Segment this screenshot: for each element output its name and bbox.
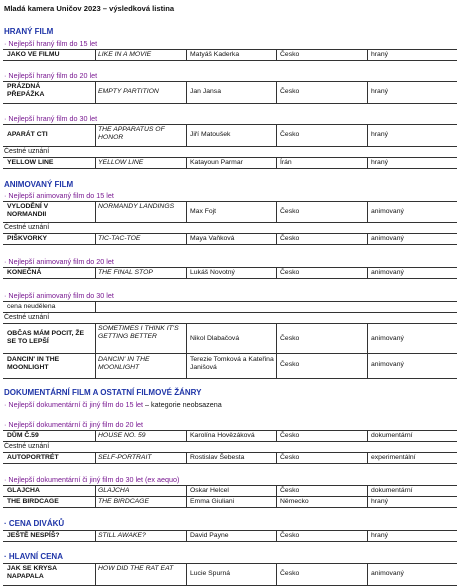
author: Oskar Helcel bbox=[190, 487, 229, 494]
category-label: Nejlepší dokumentární či jiný film do 20 let bbox=[8, 420, 144, 429]
author: Lucie Spurná bbox=[190, 570, 231, 577]
genre: hraný bbox=[371, 51, 389, 58]
title-cz: JEŠTĚ NESPÍŠ? bbox=[7, 532, 60, 539]
award-not-given: cena neudělena bbox=[7, 303, 56, 310]
title-en: HOW DID THE RAT EAT bbox=[98, 565, 174, 572]
genre: experimentální bbox=[371, 454, 416, 461]
author: Emma Giuliani bbox=[190, 498, 235, 505]
author: Maya Vaňková bbox=[190, 235, 235, 242]
country: Česko bbox=[280, 51, 300, 58]
country: Česko bbox=[280, 532, 300, 539]
category-label: Nejlepší animovaný film do 20 let bbox=[8, 257, 114, 266]
category-hrany-15: · Nejlepší hraný film do 15 let bbox=[4, 39, 98, 48]
title-en: HOUSE NO. 59 bbox=[98, 432, 146, 439]
title-en: THE APPARATUS OF HONOR bbox=[98, 126, 165, 141]
author: Lukáš Novotný bbox=[190, 269, 235, 276]
category-label: Nejlepší dokumentární či jiný film do 15 let bbox=[8, 400, 144, 409]
section-title-animovany: ANIMOVANÝ FILM bbox=[4, 180, 74, 189]
title-cz: AUTOPORTRÉT bbox=[7, 454, 59, 461]
title-cz: DANCIN' IN THE MOONLIGHT bbox=[7, 356, 60, 371]
author: David Payne bbox=[190, 532, 229, 539]
section-title-dokument: DOKUMENTÁRNÍ FILM A OSTATNÍ FILMOVÉ ŽÁNRY bbox=[4, 388, 202, 397]
genre: animovaný bbox=[371, 361, 404, 368]
genre: animovaný bbox=[371, 335, 404, 342]
category-label: Nejlepší hraný film do 20 let bbox=[8, 71, 98, 80]
country: Česko bbox=[280, 88, 300, 95]
category-label: Nejlepší hraný film do 30 let bbox=[8, 114, 98, 123]
category-label: HLAVNÍ CENA bbox=[8, 552, 63, 561]
title-en: GLAJCHA bbox=[98, 487, 130, 494]
title-en: STILL AWAKE? bbox=[98, 532, 146, 539]
title-cz: DŮM Č.59 bbox=[7, 432, 39, 439]
author: Matyáš Kaderka bbox=[190, 51, 240, 58]
section-title-hrany: HRANÝ FILM bbox=[4, 27, 54, 36]
category-animovany-30: · Nejlepší animovaný film do 30 let bbox=[4, 291, 114, 300]
title-cz: JAKO VE FILMU bbox=[7, 51, 60, 58]
genre: dokumentární bbox=[371, 487, 413, 494]
document-title: Mladá kamera Uničov 2023 – výsledková listina bbox=[4, 4, 175, 13]
country: Česko bbox=[280, 454, 300, 461]
title-cz: GLAJCHA bbox=[7, 487, 40, 494]
honorable-mention-label: Čestné uznání bbox=[4, 443, 50, 450]
country: Česko bbox=[280, 361, 300, 368]
honorable-mention-label: Čestné uznání bbox=[4, 148, 50, 155]
honorable-mention-label: Čestné uznání bbox=[4, 314, 50, 321]
title-cz: OBČAS MÁM POCIT, ŽE SE TO LEPŠÍ bbox=[7, 330, 85, 345]
category-label: CENA DIVÁKŮ bbox=[8, 519, 65, 528]
country: Česko bbox=[280, 269, 300, 276]
title-cz: VYLODĚNÍ V NORMANDII bbox=[7, 203, 49, 218]
title-en: SELF-PORTRAIT bbox=[98, 454, 152, 461]
author: Terezie Tomková a Kateřina Janišová bbox=[190, 356, 274, 371]
title-en: SOMETIMES I THINK IT'S GETTING BETTER bbox=[98, 325, 179, 340]
country: Česko bbox=[280, 570, 300, 577]
genre: hraný bbox=[371, 88, 389, 95]
title-en: NORMANDY LANDINGS bbox=[98, 203, 175, 210]
title-cz: PIŠKVORKY bbox=[7, 235, 48, 242]
genre: animovaný bbox=[371, 208, 404, 215]
title-cz: JAK SE KRYSA NAPAPALA bbox=[7, 565, 57, 580]
category-hrany-30: · Nejlepší hraný film do 30 let bbox=[4, 114, 98, 123]
author: Rostislav Šebesta bbox=[190, 454, 245, 461]
title-en: THE FINAL STOP bbox=[98, 269, 153, 276]
country: Česko bbox=[280, 208, 300, 215]
honorable-mention-label: Čestné uznání bbox=[4, 224, 50, 231]
title-en: EMPTY PARTITION bbox=[98, 88, 159, 95]
genre: dokumentární bbox=[371, 432, 413, 439]
genre: hraný bbox=[371, 498, 389, 505]
category-note: – kategorie neobsazena bbox=[143, 400, 222, 409]
genre: hraný bbox=[371, 159, 389, 166]
title-cz: YELLOW LINE bbox=[7, 159, 54, 166]
title-cz: PRÁZDNÁ PŘEPÁŽKA bbox=[7, 83, 45, 98]
category-dokument-15: · Nejlepší dokumentární či jiný film do 15 let – kategorie neobsazena bbox=[4, 400, 222, 409]
country: Česko bbox=[280, 235, 300, 242]
title-en: TIC-TAC-TOE bbox=[98, 235, 141, 242]
title-cz: KONEČNÁ bbox=[7, 269, 42, 276]
country: Česko bbox=[280, 131, 300, 138]
country: Česko bbox=[280, 487, 300, 494]
genre: animovaný bbox=[371, 269, 404, 276]
country: Írán bbox=[280, 159, 292, 166]
country: Česko bbox=[280, 335, 300, 342]
author: Jiří Matoušek bbox=[190, 131, 231, 138]
author: Karolína Hovězáková bbox=[190, 432, 255, 439]
author: Jan Jansa bbox=[190, 88, 221, 95]
country: Německo bbox=[280, 498, 309, 505]
section-title-divaku: · CENA DIVÁKŮ bbox=[4, 519, 65, 528]
title-en: THE BIRDCAGE bbox=[98, 498, 149, 505]
category-label: Nejlepší animovaný film do 30 let bbox=[8, 291, 114, 300]
title-en: LIKE IN A MOVIE bbox=[98, 51, 152, 58]
author: Katayoun Parmar bbox=[190, 159, 243, 166]
title-cz: APARÁT CTI bbox=[7, 131, 48, 138]
title-cz: THE BIRDCAGE bbox=[7, 498, 59, 505]
genre: hraný bbox=[371, 532, 389, 539]
genre: animovaný bbox=[371, 570, 404, 577]
category-animovany-20: · Nejlepší animovaný film do 20 let bbox=[4, 257, 114, 266]
title-en: YELLOW LINE bbox=[98, 159, 144, 166]
section-title-hlavni: · HLAVNÍ CENA bbox=[4, 552, 63, 561]
category-hrany-20: · Nejlepší hraný film do 20 let bbox=[4, 71, 98, 80]
genre: hraný bbox=[371, 131, 389, 138]
category-dokument-20: · Nejlepší dokumentární či jiný film do 20 let bbox=[4, 420, 144, 429]
country: Česko bbox=[280, 432, 300, 439]
genre: animovaný bbox=[371, 235, 404, 242]
title-en: DANCIN' IN THE MOONLIGHT bbox=[98, 356, 150, 371]
category-label: Nejlepší animovaný film do 15 let bbox=[8, 191, 114, 200]
author: Nikol Dlabačová bbox=[190, 335, 240, 342]
category-animovany-15: · Nejlepší animovaný film do 15 let bbox=[4, 191, 114, 200]
category-label: Nejlepší dokumentární či jiný film do 30 let (ex aequo) bbox=[8, 475, 180, 484]
category-dokument-30: · Nejlepší dokumentární či jiný film do 30 let (ex aequo) bbox=[4, 475, 180, 484]
author: Max Fojt bbox=[190, 208, 217, 215]
category-label: Nejlepší hraný film do 15 let bbox=[8, 39, 98, 48]
